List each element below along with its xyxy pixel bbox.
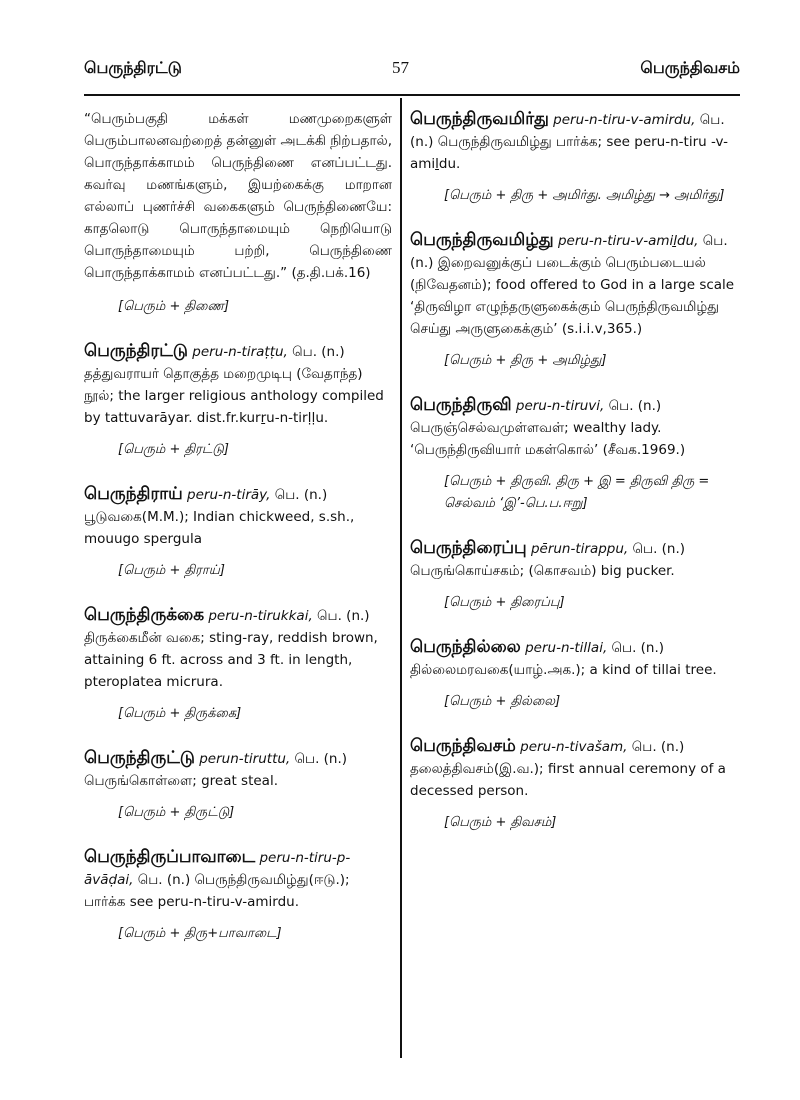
- headword: பெருந்திருக்கை: [84, 605, 205, 625]
- etymology: [பெரும் + திரட்டு]: [118, 442, 229, 457]
- transliteration: pērun-tirappu,: [530, 541, 629, 557]
- column-divider: [400, 98, 402, 1058]
- part-of-speech: பெ. (n.): [608, 398, 662, 414]
- transliteration: peru-n-tivašam,: [520, 739, 628, 755]
- dictionary-entry: [84, 747, 392, 824]
- etymology: [பெரும் + திரு + அமிழ்து]: [444, 353, 607, 368]
- dictionary-entry: [410, 735, 740, 834]
- definition: திருக்கைமீன் வகை; sting-ray, reddish brown, attaining 6 ft. across and 3 ft. in length, pteroplatea micrura.: [84, 630, 378, 690]
- left-column: [84, 108, 392, 967]
- definition: பெருங்கொள்ளை; great steal.: [84, 773, 278, 789]
- page-header: [84, 50, 740, 90]
- definition: தத்துவராயர் தொகுத்த மறைமுடிபு (வேதாந்த) நூல்; the larger religious anthology compiled by tattuvarāyar. dist.fr.kurṟu-n-tirḷḷu.: [84, 366, 384, 426]
- part-of-speech: பெ. (n.): [410, 233, 728, 271]
- transliteration: perun-tiruttu,: [199, 751, 291, 767]
- headword: பெருந்திரட்டு: [84, 341, 188, 361]
- headword: பெருந்திவசம்: [410, 736, 516, 756]
- part-of-speech: பெ. (n.): [632, 541, 686, 557]
- etymology: [பெரும் + திரைப்பு]: [444, 595, 565, 610]
- transliteration: peru-n-tiraṭṭu,: [192, 344, 288, 360]
- part-of-speech: பெ. (n.): [137, 872, 191, 888]
- etymology: [பெரும் + திணை]: [118, 299, 230, 314]
- transliteration: peru-n-tirukkai,: [208, 608, 313, 624]
- definition: பெருந்திருவமிழ்து பார்க்க; see peru-n-tiru -v-amiḻdu.: [410, 134, 728, 172]
- dictionary-entry: [84, 340, 392, 461]
- definition: இறைவனுக்குப் படைக்கும் பெரும்படையல் (நிவேதனம்); food offered to God in a large scale ‘திருவிழா எழுந்தருளுகைக்கும் பெருந்திருவமிழ்து செய்து அருளுகைக்கும்’ (s.i.i.v,365.): [410, 255, 735, 337]
- definition: தலைத்திவசம்(இ.வ.); first annual ceremony of a decessed person.: [410, 761, 726, 799]
- part-of-speech: பெ. (n.): [631, 739, 685, 755]
- part-of-speech: பெ. (n.): [292, 344, 345, 360]
- etymology: [பெரும் + திருவி. திரு + இ = திருவி திரு = செல்வம் ‘இ’-பெ.ப.ஈறு]: [444, 474, 710, 511]
- dictionary-entry: [410, 636, 740, 713]
- definition: பெருங்கொய்சகம்; (கொசவம்) big pucker.: [410, 563, 675, 579]
- dictionary-entry: [410, 394, 740, 515]
- headword: பெருந்தில்லை: [410, 637, 521, 657]
- headword: பெருந்திருட்டு: [84, 748, 195, 768]
- headword: பெருந்திரைப்பு: [410, 538, 527, 558]
- part-of-speech: பெ. (n.): [274, 487, 328, 503]
- etymology: [பெரும் + திரு+பாவாடை]: [118, 926, 282, 941]
- transliteration: peru-n-tiruvi,: [515, 398, 605, 414]
- dictionary-entry: [410, 108, 740, 207]
- part-of-speech: பெ. (n.): [611, 640, 665, 656]
- etymology: [பெரும் + திவசம்]: [444, 815, 557, 830]
- part-of-speech: பெ. (n.): [294, 751, 348, 767]
- headword: பெருந்திராய்: [84, 484, 183, 504]
- dictionary-entry: [84, 604, 392, 725]
- part-of-speech: பெ. (n.): [317, 608, 370, 624]
- etymology: [பெரும் + தில்லை]: [444, 694, 561, 709]
- etymology: [பெரும் + திருக்கை]: [118, 706, 242, 721]
- headword: பெருந்திருவி: [410, 395, 512, 415]
- continued-quote: “பெரும்பகுதி மக்கள் மணமுறைகளுள் பெரும்பாலனவற்றைத் தன்னுள் அடக்கி நிற்பதால், பொருந்தாக்காமம் பெருந்திணை எனப்பட்டது. கவர்வு மணங்களும், இயற்கைக்கு மாறான எல்லாப் புணர்ச்சி வகைகளும் பெருந்திணையே: காதலொடு பொருந்தாமையும் நெறியொடு பொருந்தாமையும் பற்றி, பெருந்திணை பொருந்தாக்காமம் எனப்பட்டது.” (த.தி.பக்.16): [84, 111, 392, 281]
- definition: பெருஞ்செல்வமுள்ளவள்; wealthy lady. ‘பெருந்திருவியார் மகள்கொல்’ (சீவக.1969.): [410, 420, 686, 458]
- headword: பெருந்திருவமிர்து: [410, 109, 549, 129]
- etymology: [பெரும் + திருட்டு]: [118, 805, 235, 820]
- header-left-guideword: பெருந்திரட்டு: [84, 58, 182, 77]
- transliteration: peru-n-tillai,: [525, 640, 608, 656]
- definition: பெருந்திருவமிழ்து(ஈடு.); பார்க்க see peru-n-tiru-v-amirdu.: [84, 872, 350, 910]
- transliteration: peru-n-tiru-v-amiḻdu,: [557, 233, 699, 249]
- right-column: [410, 108, 740, 856]
- headword: பெருந்திருப்பாவாடை: [84, 847, 256, 867]
- etymology: [பெரும் + திரு + அமிர்து. அமிழ்து → அமிர்து]: [444, 188, 725, 203]
- transliteration: peru-n-tirāy,: [187, 487, 271, 503]
- part-of-speech: பெ. (n.): [410, 112, 725, 150]
- header-rule: [84, 94, 740, 96]
- headword: பெருந்திருவமிழ்து: [410, 230, 554, 250]
- etymology: [பெரும் + திராய்]: [118, 563, 225, 578]
- dictionary-entry: [84, 846, 392, 945]
- transliteration: peru-n-tiru-v-amirdu,: [553, 112, 696, 128]
- transliteration: peru-n-tiru-p-āvāḍai,: [84, 850, 351, 888]
- page-number: 57: [392, 58, 409, 77]
- dictionary-entry: [410, 229, 740, 372]
- dictionary-entry: [410, 537, 740, 614]
- definition: பூடுவகை(M.M.); Indian chickweed, s.sh., mouugo spergula: [84, 509, 355, 547]
- definition: தில்லைமரவகை(யாழ்.அக.); a kind of tillai tree.: [410, 662, 717, 678]
- dictionary-entry: [84, 483, 392, 582]
- header-right-guideword: பெருந்திவசம்: [640, 58, 740, 77]
